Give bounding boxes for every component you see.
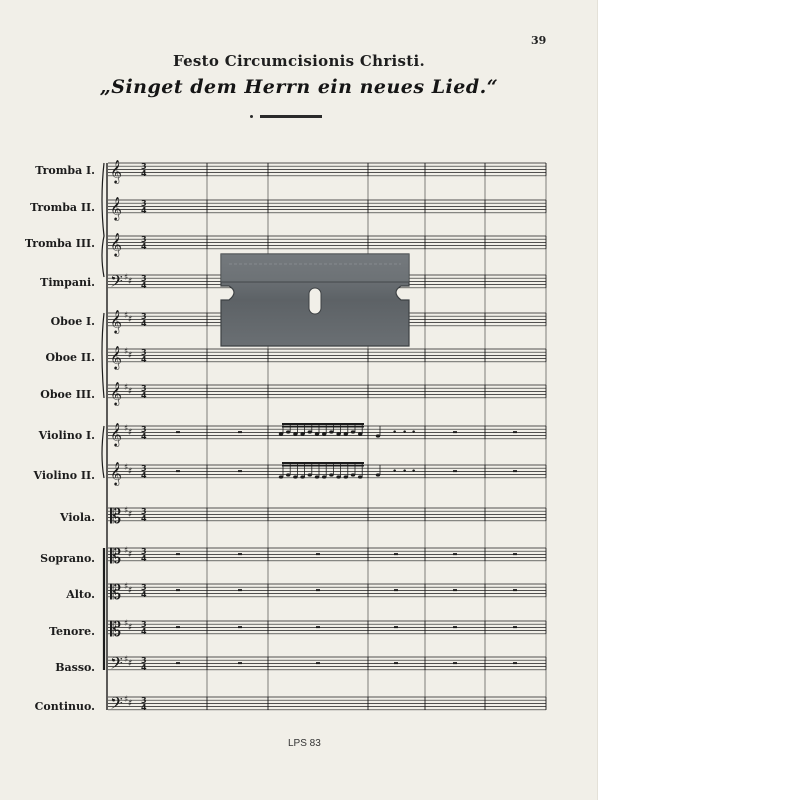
instrument-label-soprano: Soprano. xyxy=(40,552,95,565)
key-sharp: ♯ xyxy=(124,311,129,321)
whole-rest xyxy=(316,626,320,628)
time-signature-top: 3 xyxy=(141,162,147,171)
clef-symbol: 𝄡 xyxy=(110,580,122,604)
time-signature-bottom: 4 xyxy=(141,432,147,441)
time-signature-top: 3 xyxy=(141,425,147,434)
whole-rest xyxy=(238,626,242,628)
note-head xyxy=(300,432,304,435)
instrument-label-tromba-3: Tromba III. xyxy=(24,237,95,250)
note-head xyxy=(344,475,348,478)
key-sharp: ♯ xyxy=(128,550,133,560)
instrument-label-tenore: Tenore. xyxy=(49,625,95,638)
key-sharp: ♯ xyxy=(128,277,133,287)
time-signature-bottom: 4 xyxy=(141,206,147,215)
eighth-rest: • xyxy=(411,467,417,477)
catalog-number: LPS 83 xyxy=(288,738,321,749)
whole-rest xyxy=(513,470,517,472)
time-signature-bottom: 4 xyxy=(141,627,147,636)
razor-blade-image xyxy=(219,252,411,348)
note-head xyxy=(315,432,319,435)
whole-rest xyxy=(394,589,398,591)
instrument-label-oboe-3: Oboe III. xyxy=(40,388,95,401)
time-signature-bottom: 4 xyxy=(141,169,147,178)
key-sharp: ♯ xyxy=(128,387,133,397)
clef-symbol: 𝄞 xyxy=(110,196,122,220)
clef-symbol: 𝄞 xyxy=(110,381,122,405)
instrument-label-basso: Basso. xyxy=(55,661,95,674)
clef-symbol: 𝄞 xyxy=(110,345,122,369)
key-sharp: ♯ xyxy=(124,582,129,592)
time-signature-top: 3 xyxy=(141,312,147,321)
whole-rest xyxy=(394,662,398,664)
page-title: Festo Circumcisionis Christi. xyxy=(172,52,426,70)
note-beam xyxy=(282,423,364,425)
time-signature-top: 3 xyxy=(141,696,147,705)
whole-rest xyxy=(316,662,320,664)
whole-rest xyxy=(513,589,517,591)
instrument-label-oboe-2: Oboe II. xyxy=(45,351,95,364)
time-signature-bottom: 4 xyxy=(141,319,147,328)
note-head xyxy=(286,473,290,476)
key-sharp: ♯ xyxy=(128,623,133,633)
whole-rest xyxy=(394,626,398,628)
note-head xyxy=(376,473,380,476)
note-head xyxy=(358,475,362,478)
instrument-label-alto: Alto. xyxy=(66,588,95,601)
instrument-label-violino-1: Violino I. xyxy=(38,429,95,442)
clef-symbol: 𝄞 xyxy=(110,309,122,333)
time-signature-bottom: 4 xyxy=(141,514,147,523)
note-head xyxy=(351,430,355,433)
clef-symbol: 𝄞 xyxy=(110,159,122,183)
note-head xyxy=(308,430,312,433)
time-signature-bottom: 4 xyxy=(141,471,147,480)
whole-rest xyxy=(513,626,517,628)
whole-rest xyxy=(238,589,242,591)
eighth-rest: • xyxy=(402,428,408,438)
clef-symbol: 𝄞 xyxy=(110,422,122,446)
clef-symbol: 𝄢 xyxy=(110,271,123,295)
eighth-rest: • xyxy=(392,428,398,438)
note-head xyxy=(322,475,326,478)
note-head xyxy=(344,432,348,435)
key-sharp: ♯ xyxy=(124,695,129,705)
clef-symbol: 𝄢 xyxy=(110,653,123,677)
whole-rest xyxy=(238,470,242,472)
key-sharp: ♯ xyxy=(128,428,133,438)
key-sharp: ♯ xyxy=(128,351,133,361)
note-head xyxy=(376,434,380,437)
instrument-label-viola: Viola. xyxy=(60,511,95,524)
whole-rest xyxy=(453,470,457,472)
note-head xyxy=(322,432,326,435)
whole-rest xyxy=(453,431,457,433)
tromba-brace xyxy=(102,163,104,277)
key-sharp: ♯ xyxy=(124,655,129,665)
time-signature-bottom: 4 xyxy=(141,703,147,712)
time-signature-top: 3 xyxy=(141,235,147,244)
key-sharp: ♯ xyxy=(128,315,133,325)
note-head xyxy=(315,475,319,478)
time-signature-top: 3 xyxy=(141,348,147,357)
oboe-brace xyxy=(102,313,104,398)
time-signature-top: 3 xyxy=(141,583,147,592)
time-signature-bottom: 4 xyxy=(141,554,147,563)
whole-rest xyxy=(176,626,180,628)
key-sharp: ♯ xyxy=(128,699,133,709)
note-head xyxy=(293,475,297,478)
clef-symbol: 𝄞 xyxy=(110,461,122,485)
key-sharp: ♯ xyxy=(128,467,133,477)
clef-symbol: 𝄡 xyxy=(110,617,122,641)
note-head xyxy=(358,432,362,435)
key-sharp: ♯ xyxy=(124,619,129,629)
time-signature-top: 3 xyxy=(141,274,147,283)
whole-rest xyxy=(238,553,242,555)
violin-brace xyxy=(102,426,104,478)
time-signature-top: 3 xyxy=(141,507,147,516)
instrument-label-timpani: Timpani. xyxy=(40,276,95,289)
key-sharp: ♯ xyxy=(124,273,129,283)
whole-rest xyxy=(513,662,517,664)
instrument-label-tromba-2: Tromba II. xyxy=(30,201,95,214)
whole-rest xyxy=(316,589,320,591)
time-signature-bottom: 4 xyxy=(141,663,147,672)
time-signature-bottom: 4 xyxy=(141,590,147,599)
whole-rest xyxy=(453,662,457,664)
key-sharp: ♯ xyxy=(124,546,129,556)
instrument-label-violino-2: Violino II. xyxy=(33,469,95,482)
time-signature-top: 3 xyxy=(141,464,147,473)
note-beam xyxy=(282,462,364,464)
instrument-label-oboe-1: Oboe I. xyxy=(50,315,95,328)
eighth-rest: • xyxy=(392,467,398,477)
time-signature-bottom: 4 xyxy=(141,355,147,364)
key-sharp: ♯ xyxy=(128,586,133,596)
note-beam-secondary xyxy=(282,426,364,428)
time-signature-top: 3 xyxy=(141,656,147,665)
whole-rest xyxy=(513,553,517,555)
time-signature-bottom: 4 xyxy=(141,391,147,400)
whole-rest xyxy=(316,553,320,555)
time-signature-bottom: 4 xyxy=(141,281,147,290)
note-head xyxy=(336,475,340,478)
clef-symbol: 𝄢 xyxy=(110,693,123,717)
whole-rest xyxy=(453,589,457,591)
note-head xyxy=(300,475,304,478)
whole-rest xyxy=(238,662,242,664)
time-signature-top: 3 xyxy=(141,620,147,629)
key-sharp: ♯ xyxy=(128,510,133,520)
whole-rest xyxy=(176,662,180,664)
key-sharp: ♯ xyxy=(124,347,129,357)
whole-rest xyxy=(453,553,457,555)
time-signature-bottom: 4 xyxy=(141,242,147,251)
note-head xyxy=(329,430,333,433)
note-beam-secondary xyxy=(282,465,364,467)
clef-symbol: 𝄞 xyxy=(110,232,122,256)
time-signature-top: 3 xyxy=(141,547,147,556)
note-head xyxy=(286,430,290,433)
key-sharp: ♯ xyxy=(124,463,129,473)
whole-rest xyxy=(176,589,180,591)
note-head xyxy=(293,432,297,435)
key-sharp: ♯ xyxy=(128,659,133,669)
note-head xyxy=(279,475,283,478)
note-head xyxy=(351,473,355,476)
whole-rest xyxy=(176,553,180,555)
clef-symbol: 𝄡 xyxy=(110,504,122,528)
page-subtitle: „Singet dem Herrn ein neues Lied.“ xyxy=(99,76,499,98)
note-head xyxy=(308,473,312,476)
note-head xyxy=(279,432,283,435)
whole-rest xyxy=(453,626,457,628)
time-signature-top: 3 xyxy=(141,384,147,393)
eighth-rest: • xyxy=(411,428,417,438)
eighth-rest: • xyxy=(402,467,408,477)
page-number: 39 xyxy=(531,34,547,47)
instrument-label-tromba-1: Tromba I. xyxy=(35,164,95,177)
key-sharp: ♯ xyxy=(124,424,129,434)
whole-rest xyxy=(394,553,398,555)
note-head xyxy=(329,473,333,476)
clef-symbol: 𝄡 xyxy=(110,544,122,568)
whole-rest xyxy=(176,470,180,472)
note-head xyxy=(336,432,340,435)
instrument-label-continuo: Continuo. xyxy=(34,700,95,713)
whole-rest xyxy=(238,431,242,433)
whole-rest xyxy=(513,431,517,433)
time-signature-top: 3 xyxy=(141,199,147,208)
whole-rest xyxy=(176,431,180,433)
key-sharp: ♯ xyxy=(124,506,129,516)
key-sharp: ♯ xyxy=(124,383,129,393)
